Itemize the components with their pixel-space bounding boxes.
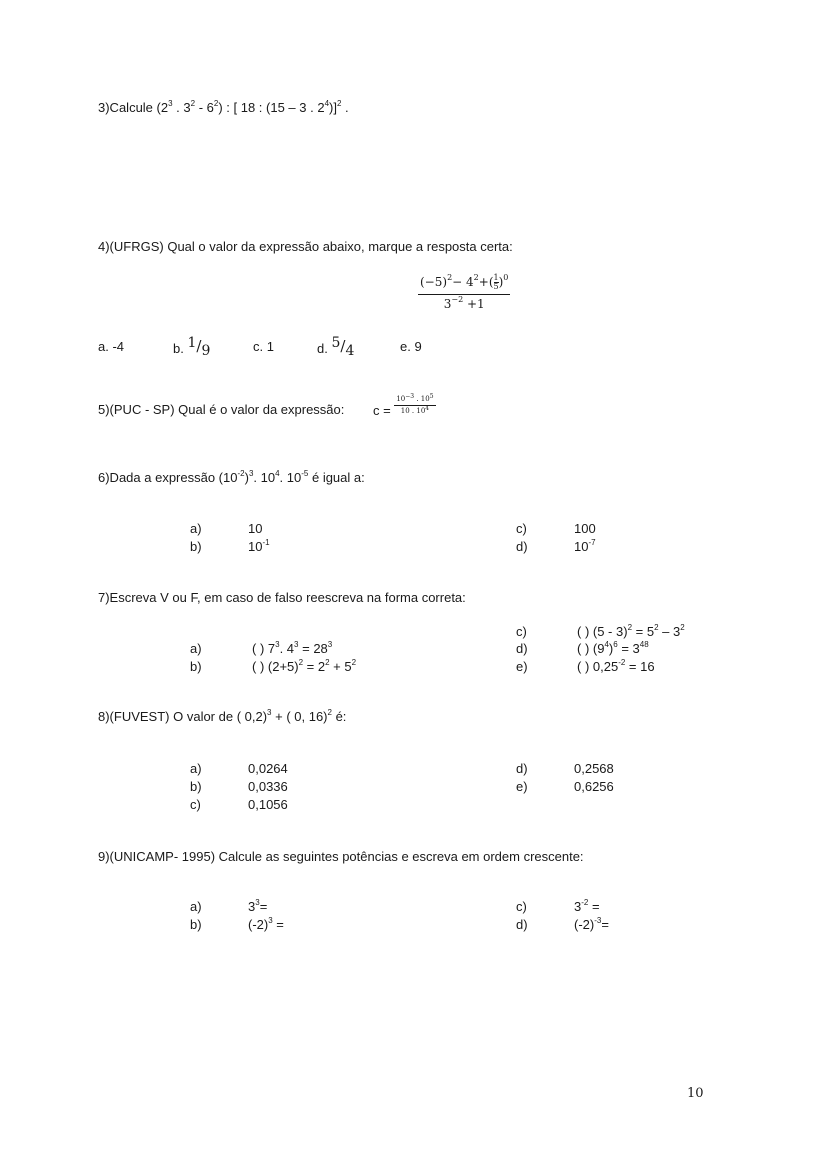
- question-7-statement: 7)Escreva V ou F, em caso de falso reescreva na forma correta:: [98, 590, 466, 605]
- option-label: c): [516, 624, 527, 639]
- term: . 10: [414, 395, 430, 403]
- option-statement: [577, 625, 685, 638]
- q4-expression: [418, 274, 510, 310]
- option-value: [248, 540, 270, 553]
- option-fraction: 5/4: [331, 335, 355, 359]
- option-label: d.: [317, 341, 328, 356]
- exponent: -7: [588, 538, 596, 547]
- exponent: 3: [268, 916, 273, 925]
- option-statement: [577, 660, 655, 673]
- exponent: 2: [447, 273, 453, 282]
- q4-option-d: [317, 336, 354, 358]
- exponent: 3: [255, 898, 260, 907]
- statement-text: + ( 0, 16): [271, 709, 328, 724]
- value-text: 100: [574, 521, 596, 536]
- option-label: d): [516, 641, 528, 656]
- exponent: -1: [262, 538, 270, 547]
- option-value: 0,6256: [574, 779, 614, 794]
- question-4-statement: 4)(UFRGS) Qual o valor da expressão abaixo, marque a resposta certa:: [98, 239, 513, 254]
- option-label: a): [190, 899, 202, 914]
- option-label: b): [190, 539, 202, 554]
- option-value: 1: [266, 339, 274, 354]
- q4-option-c: [253, 340, 274, 353]
- option-label: b): [190, 779, 202, 794]
- option-statement: [252, 660, 356, 673]
- option-value: -4: [112, 339, 125, 354]
- exponent: 2: [473, 273, 479, 282]
- statement-text: ): [244, 470, 249, 485]
- exponent: 2: [327, 708, 332, 717]
- exponent: 2: [213, 99, 219, 108]
- term: ): [498, 275, 504, 289]
- frac-num: 5: [331, 335, 341, 351]
- term: . 4: [279, 641, 295, 656]
- term: =: [259, 899, 268, 914]
- option-fraction: 1/9: [187, 335, 211, 359]
- exponent: 2: [325, 658, 330, 667]
- statement-text: é:: [331, 709, 347, 724]
- term: 10 . 10: [400, 407, 426, 415]
- q5-numerator: [394, 393, 435, 406]
- option-label: a): [190, 761, 202, 776]
- exponent: 3: [267, 708, 272, 717]
- option-statement: [252, 642, 332, 655]
- exponent: 3: [327, 640, 333, 649]
- frac-num: 1: [493, 273, 499, 282]
- option-label: d): [516, 917, 528, 932]
- exponent: 2: [298, 658, 304, 667]
- exponent: -3: [594, 916, 602, 925]
- frac-den: 5: [493, 282, 499, 291]
- frac-den: 4: [345, 343, 355, 359]
- q4-option-e: [400, 340, 422, 353]
- option-value: 0,1056: [248, 797, 288, 812]
- term: – 3: [658, 624, 681, 639]
- option-value: 9: [414, 339, 422, 354]
- option-label: e.: [400, 339, 411, 354]
- option-label: e): [516, 659, 528, 674]
- exponent: 2: [627, 623, 633, 632]
- value-text: 10: [248, 539, 263, 554]
- term: ( ) 7: [252, 641, 276, 656]
- option-label: d): [516, 539, 528, 554]
- option-expression: [574, 900, 600, 913]
- option-value: 0,0336: [248, 779, 288, 794]
- option-value: 0,2568: [574, 761, 614, 776]
- exponent: 6: [613, 640, 618, 649]
- exponent: 0: [503, 273, 509, 282]
- exponent: 48: [639, 640, 649, 649]
- exponent: −2: [451, 295, 464, 304]
- exponent: 2: [680, 623, 685, 632]
- page-number: 10: [687, 1086, 704, 1101]
- option-label: c): [190, 797, 201, 812]
- exponent: 3: [294, 640, 299, 649]
- term: = 3: [617, 641, 640, 656]
- statement-text: 8)(FUVEST) O valor de ( 0,2): [98, 709, 268, 724]
- exponent: 5: [429, 393, 434, 400]
- term: +1: [463, 297, 485, 311]
- option-label: c): [516, 899, 527, 914]
- exponent: 3: [275, 640, 280, 649]
- q4-denominator: [418, 295, 510, 310]
- exponent: 2: [190, 99, 196, 108]
- term: = 2: [303, 659, 326, 674]
- lhs: c =: [373, 402, 391, 418]
- exponent: -5: [301, 469, 309, 478]
- term: ( ) (2+5): [252, 659, 299, 674]
- option-statement: [577, 642, 649, 655]
- term: 10: [396, 395, 406, 403]
- option-value: [574, 522, 596, 535]
- statement-text: . 10: [279, 470, 302, 485]
- base: 3: [574, 899, 582, 914]
- exponent: 2: [336, 99, 342, 108]
- term: ( ) (9: [577, 641, 605, 656]
- term: − 4: [452, 275, 474, 289]
- term: =: [601, 917, 609, 932]
- term: ( ) 0,25: [577, 659, 619, 674]
- q4-option-b: [173, 336, 210, 358]
- q3-text: 3)Calcule (2: [98, 100, 169, 115]
- option-value: 0,0264: [248, 761, 288, 776]
- question-3: [98, 101, 349, 114]
- statement-text: 6)Dada a expressão (10: [98, 470, 238, 485]
- q4-numerator: [418, 274, 510, 295]
- statement-text: . 10: [253, 470, 276, 485]
- q3-text: ) : [ 18 : (15 – 3 . 2: [218, 100, 325, 115]
- option-label: a): [190, 641, 202, 656]
- q3-text: - 6: [195, 100, 214, 115]
- q3-text: )]: [329, 100, 337, 115]
- option-label: b.: [173, 341, 184, 356]
- q3-text: .: [341, 100, 349, 115]
- exponent: 4: [425, 405, 430, 412]
- option-label: b): [190, 659, 202, 674]
- option-label: d): [516, 761, 528, 776]
- statement-text: é igual a:: [308, 470, 365, 485]
- exponent: 2: [351, 658, 357, 667]
- frac-den: 9: [201, 343, 211, 359]
- term: + 5: [329, 659, 352, 674]
- exponent: 4: [324, 99, 330, 108]
- base: (-2): [574, 917, 595, 932]
- term: = 16: [625, 659, 655, 674]
- question-9-statement: 9)(UNICAMP- 1995) Calcule as seguintes potências e escreva em ordem crescente:: [98, 849, 584, 864]
- value-text: 10: [574, 539, 589, 554]
- q4-fraction: [418, 274, 510, 310]
- option-label: b): [190, 917, 202, 932]
- option-expression: [248, 900, 267, 913]
- option-value: [248, 522, 262, 535]
- term: ( ) (5 - 3): [577, 624, 628, 639]
- exponent: 2: [654, 623, 659, 632]
- q5-denominator: [394, 406, 435, 415]
- option-label: c.: [253, 339, 264, 354]
- exponent: 4: [275, 469, 280, 478]
- statement-text: 5)(PUC - SP) Qual é o valor da expressão:: [98, 402, 345, 417]
- option-label: c): [516, 521, 527, 536]
- option-value: [574, 540, 596, 553]
- q4-option-a: [98, 340, 124, 353]
- q5-fraction: [394, 393, 435, 415]
- term: +(: [478, 275, 494, 289]
- option-expression: [574, 918, 609, 931]
- exponent: -2: [581, 898, 589, 907]
- q3-text: . 3: [172, 100, 191, 115]
- frac-num: 1: [187, 335, 197, 351]
- option-expression: [248, 918, 284, 931]
- question-8-statement: [98, 710, 346, 723]
- exponent: -2: [237, 469, 245, 478]
- base: (-2): [248, 917, 269, 932]
- option-label: a): [190, 521, 202, 536]
- exponent: 4: [604, 640, 609, 649]
- term: 3: [443, 297, 452, 311]
- option-label: e): [516, 779, 528, 794]
- exponent: 3: [168, 99, 173, 108]
- value-text: 10: [248, 521, 263, 536]
- q5-expression: [373, 393, 436, 418]
- term: ): [608, 641, 614, 656]
- term: =: [272, 917, 284, 932]
- term: = 5: [632, 624, 655, 639]
- exponent: −3: [405, 393, 415, 400]
- exponent: 3: [248, 469, 254, 478]
- term: (−5): [420, 275, 448, 289]
- exponent: -2: [618, 658, 626, 667]
- question-5-statement: [98, 403, 344, 416]
- term: =: [588, 899, 600, 914]
- term: = 28: [298, 641, 328, 656]
- question-6-statement: [98, 471, 365, 484]
- option-label: a.: [98, 339, 109, 354]
- base: 3: [248, 899, 256, 914]
